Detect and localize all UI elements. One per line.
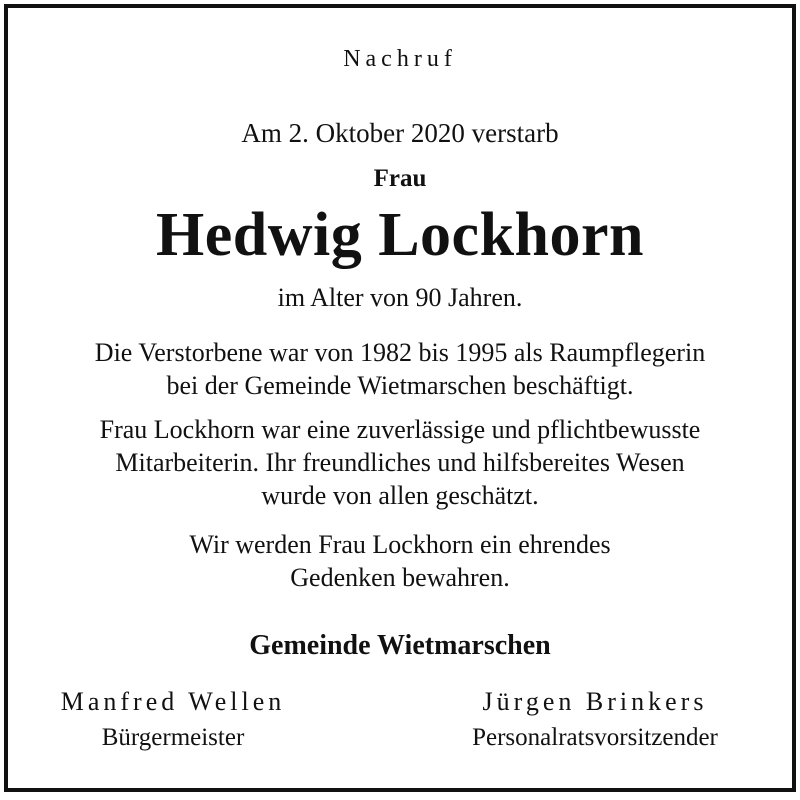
organization-name: Gemeinde Wietmarschen: [249, 630, 551, 661]
deceased-name: Hedwig Lockhorn: [155, 201, 645, 269]
paragraph-line: Frau Lockhorn war eine zuverlässige und pflichtbewusste: [99, 415, 701, 444]
notice-heading: Nachruf: [343, 46, 457, 72]
signatory-role: Bürgermeister: [101, 724, 245, 751]
paragraph-employment: [0, 336, 800, 402]
age-line: im Alter von 90 Jahren.: [277, 283, 523, 312]
paragraph-line: Mitarbeiterin. Ihr freundliches und hilfsbereites Wesen: [115, 448, 685, 477]
signatory-left: [28, 684, 318, 756]
paragraph-remembrance: [0, 528, 800, 594]
signatory-name: Jürgen Brinkers: [482, 687, 708, 716]
signatory-name: Manfred Wellen: [60, 687, 286, 716]
paragraph-line: bei der Gemeinde Wietmarschen beschäftigt.: [166, 371, 634, 400]
paragraph-line: Gedenken bewahren.: [290, 563, 510, 592]
paragraph-line: Die Verstorbene war von 1982 bis 1995 als Raumpflegerin: [94, 338, 706, 367]
paragraph-tribute: [0, 413, 800, 512]
paragraph-line: Wir werden Frau Lockhorn ein ehrendes: [189, 530, 611, 559]
signatory-right: [440, 684, 750, 756]
salutation: Frau: [373, 165, 427, 192]
death-date-line: Am 2. Oktober 2020 verstarb: [241, 118, 559, 148]
paragraph-line: wurde von allen geschätzt.: [261, 481, 539, 510]
signatory-role: Personalratsvorsitzender: [472, 724, 718, 751]
